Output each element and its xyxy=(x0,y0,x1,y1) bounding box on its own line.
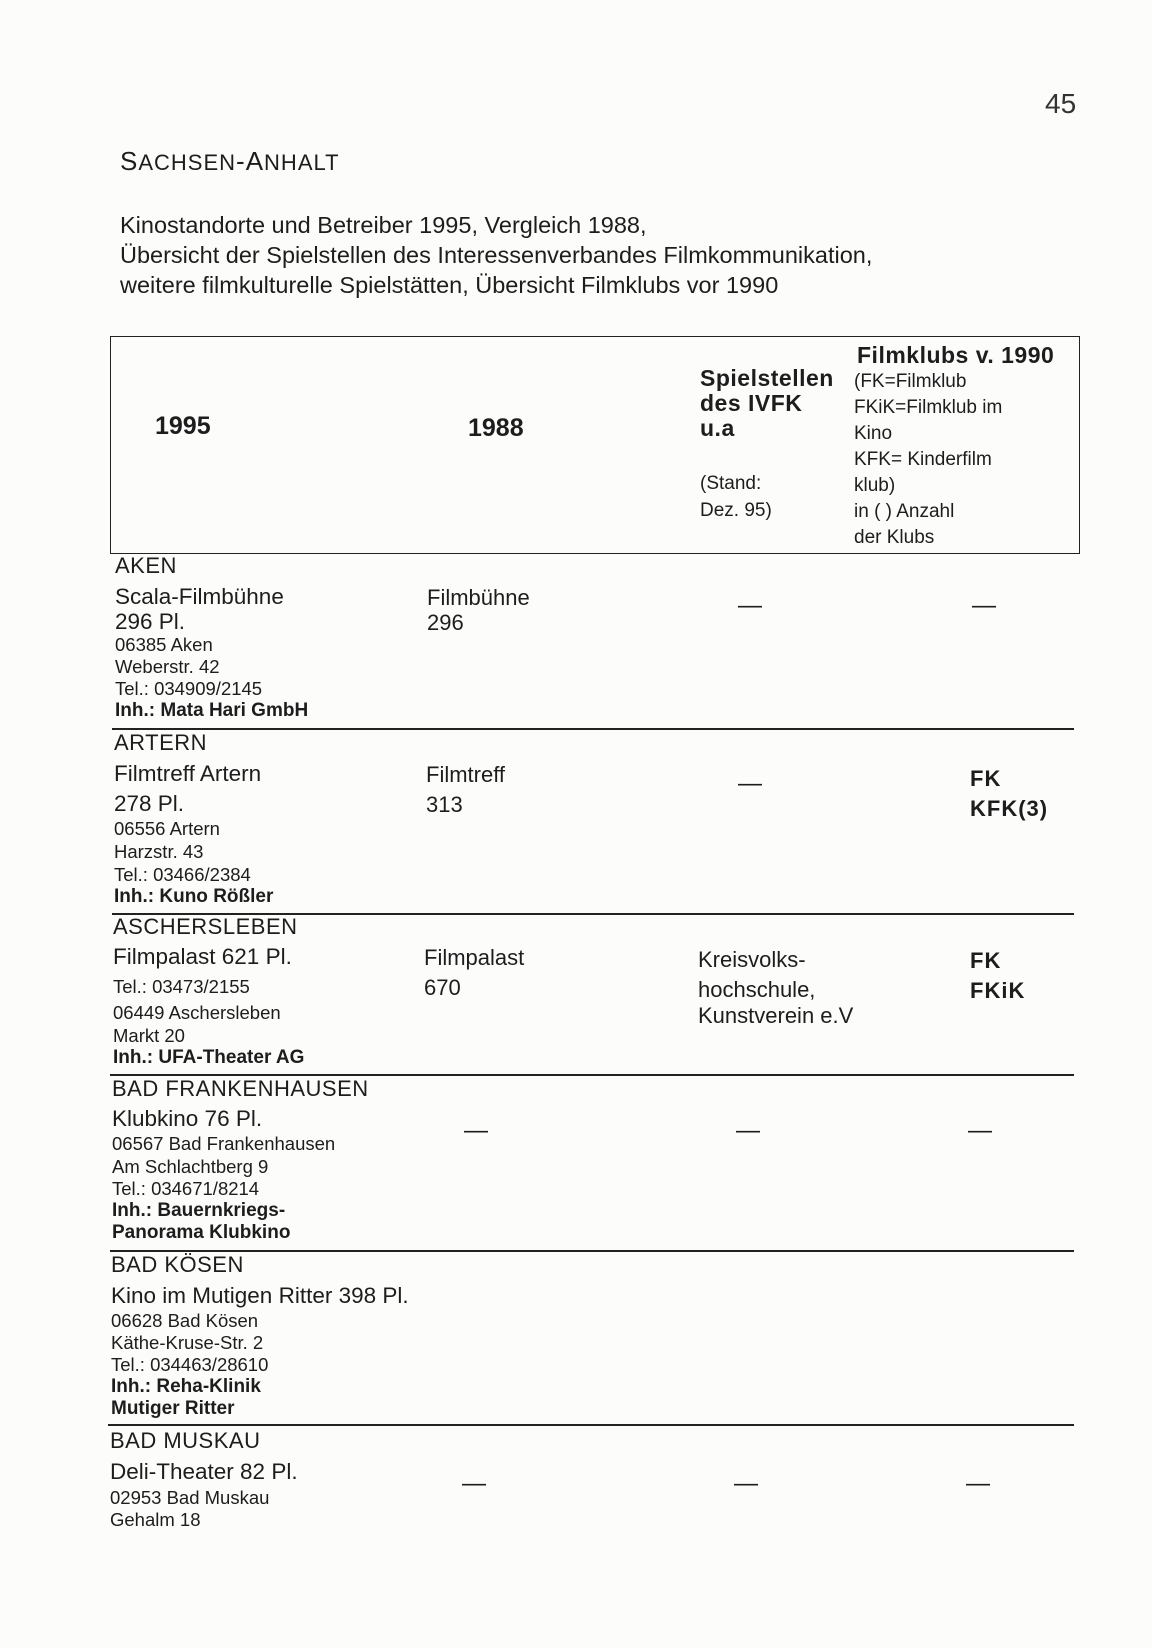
venue-phone: Tel.: 034671/8214 xyxy=(112,1178,260,1199)
header-ivfk-line-2: des IVFK xyxy=(700,390,803,416)
venue-owner-line-2: Mutiger Ritter xyxy=(111,1398,235,1419)
venue-postal: 06567 Bad Frankenhausen xyxy=(112,1133,336,1154)
filmclub-1: FK xyxy=(970,948,1002,973)
header-fk-line-4: KFK= Kinderfilm xyxy=(854,449,992,470)
cinema-1988-seats: 296 xyxy=(427,610,464,635)
header-ivfk-note-1: (Stand: xyxy=(700,473,762,494)
ivfk-line-3: Kunstverein e.V xyxy=(698,1003,854,1028)
venue-name: Klubkino 76 Pl. xyxy=(112,1106,263,1131)
header-1995: 1995 xyxy=(155,412,211,440)
venue-street: Markt 20 xyxy=(113,1025,185,1046)
venue-street: Gehalm 18 xyxy=(110,1509,201,1530)
ivfk-none: — xyxy=(738,770,762,797)
title-line-3: weitere filmkulturelle Spielstätten, Übersicht Filmklubs vor 1990 xyxy=(120,272,779,298)
header-fk-title: Filmklubs v. 1990 xyxy=(857,342,1055,368)
venue-phone: Tel.: 03466/2384 xyxy=(114,864,251,885)
ivfk-line-1: Kreisvolks- xyxy=(698,947,806,972)
venue-name: Scala-Filmbühne xyxy=(115,584,284,609)
venue-name: Filmpalast 621 Pl. xyxy=(113,944,292,969)
city-bad-koesen: BAD KÖSEN xyxy=(111,1252,244,1277)
cinema-1988-name: Filmpalast xyxy=(424,945,525,970)
city-aken: AKEN xyxy=(115,553,177,578)
title-line-2: Übersicht der Spielstellen des Interessenverbandes Filmkommunikation, xyxy=(120,242,873,268)
row-divider xyxy=(112,728,1074,730)
venue-name: Filmtreff Artern xyxy=(114,761,262,786)
venue-name: Kino im Mutigen Ritter 398 Pl. xyxy=(111,1283,409,1308)
header-fk-line-1: (FK=Filmklub xyxy=(854,371,967,392)
venue-street: Weberstr. 42 xyxy=(115,656,220,677)
venue-street: Am Schlachtberg 9 xyxy=(112,1156,269,1177)
title-line-1: Kinostandorte und Betreiber 1995, Vergleich 1988, xyxy=(120,212,647,238)
header-fk-line-5: klub) xyxy=(854,475,896,496)
header-fk-line-6: in ( ) Anzahl xyxy=(854,501,955,522)
header-fk-line-2: FKiK=Filmklub im xyxy=(854,397,1003,418)
filmclub-2: KFK(3) xyxy=(970,796,1049,821)
header-1988: 1988 xyxy=(468,414,524,442)
filmclub-1: FK xyxy=(970,766,1002,791)
cinema-1988-seats: 670 xyxy=(424,975,461,1000)
row-divider xyxy=(108,1424,1074,1426)
ivfk-none: — xyxy=(736,1117,760,1144)
cinema-1988-none: — xyxy=(462,1470,486,1497)
venue-phone: Tel.: 03473/2155 xyxy=(113,976,250,997)
filmclub-none: — xyxy=(972,592,996,619)
city-bad-muskau: BAD MUSKAU xyxy=(110,1428,261,1453)
cinema-1988-name: Filmtreff xyxy=(426,762,506,787)
ivfk-none: — xyxy=(738,592,762,619)
city-artern: ARTERN xyxy=(114,730,208,755)
region-heading: SACHSEN-ANHALT xyxy=(120,146,340,176)
cinema-1988-seats: 313 xyxy=(426,792,463,817)
ivfk-none: — xyxy=(734,1470,758,1497)
ivfk-line-2: hochschule, xyxy=(698,977,816,1002)
venue-postal: 06628 Bad Kösen xyxy=(111,1310,259,1331)
venue-seats: 296 Pl. xyxy=(115,609,186,634)
venue-postal: 06556 Artern xyxy=(114,818,220,839)
venue-postal: 06449 Aschersleben xyxy=(113,1002,281,1023)
header-ivfk-line-3: u.a xyxy=(700,415,735,441)
city-aschersleben: ASCHERSLEBEN xyxy=(113,914,298,939)
venue-owner: Inh.: Mata Hari GmbH xyxy=(115,700,309,721)
filmclub-none: — xyxy=(966,1470,990,1497)
venue-street: Käthe-Kruse-Str. 2 xyxy=(111,1332,264,1353)
venue-phone: Tel.: 034909/2145 xyxy=(115,678,263,699)
filmclub-none: — xyxy=(968,1117,992,1144)
row-divider xyxy=(110,1250,1074,1252)
venue-postal: 02953 Bad Muskau xyxy=(110,1487,270,1508)
venue-name: Deli-Theater 82 Pl. xyxy=(110,1459,298,1484)
venue-owner-line-1: Inh.: Reha-Klinik xyxy=(111,1376,261,1397)
page-number: 45 xyxy=(1045,88,1077,119)
venue-street: Harzstr. 43 xyxy=(114,841,204,862)
venue-seats: 278 Pl. xyxy=(114,791,185,816)
cinema-1988-name: Filmbühne xyxy=(427,585,530,610)
header-ivfk-note-2: Dez. 95) xyxy=(700,500,772,521)
venue-owner: Inh.: Kuno Rößler xyxy=(114,886,274,907)
venue-owner-line-2: Panorama Klubkino xyxy=(112,1222,291,1243)
venue-phone: Tel.: 034463/28610 xyxy=(111,1354,269,1375)
venue-owner: Inh.: UFA-Theater AG xyxy=(113,1047,305,1068)
header-ivfk-line-1: Spielstellen xyxy=(700,365,834,391)
cinema-1988-none: — xyxy=(464,1117,488,1144)
venue-postal: 06385 Aken xyxy=(115,634,213,655)
header-fk-line-3: Kino xyxy=(854,423,893,444)
venue-owner-line-1: Inh.: Bauernkriegs- xyxy=(112,1200,286,1221)
header-fk-line-7: der Klubs xyxy=(854,527,935,548)
filmclub-2: FKiK xyxy=(970,978,1026,1003)
city-bad-frankenhausen: BAD FRANKENHAUSEN xyxy=(112,1076,369,1101)
